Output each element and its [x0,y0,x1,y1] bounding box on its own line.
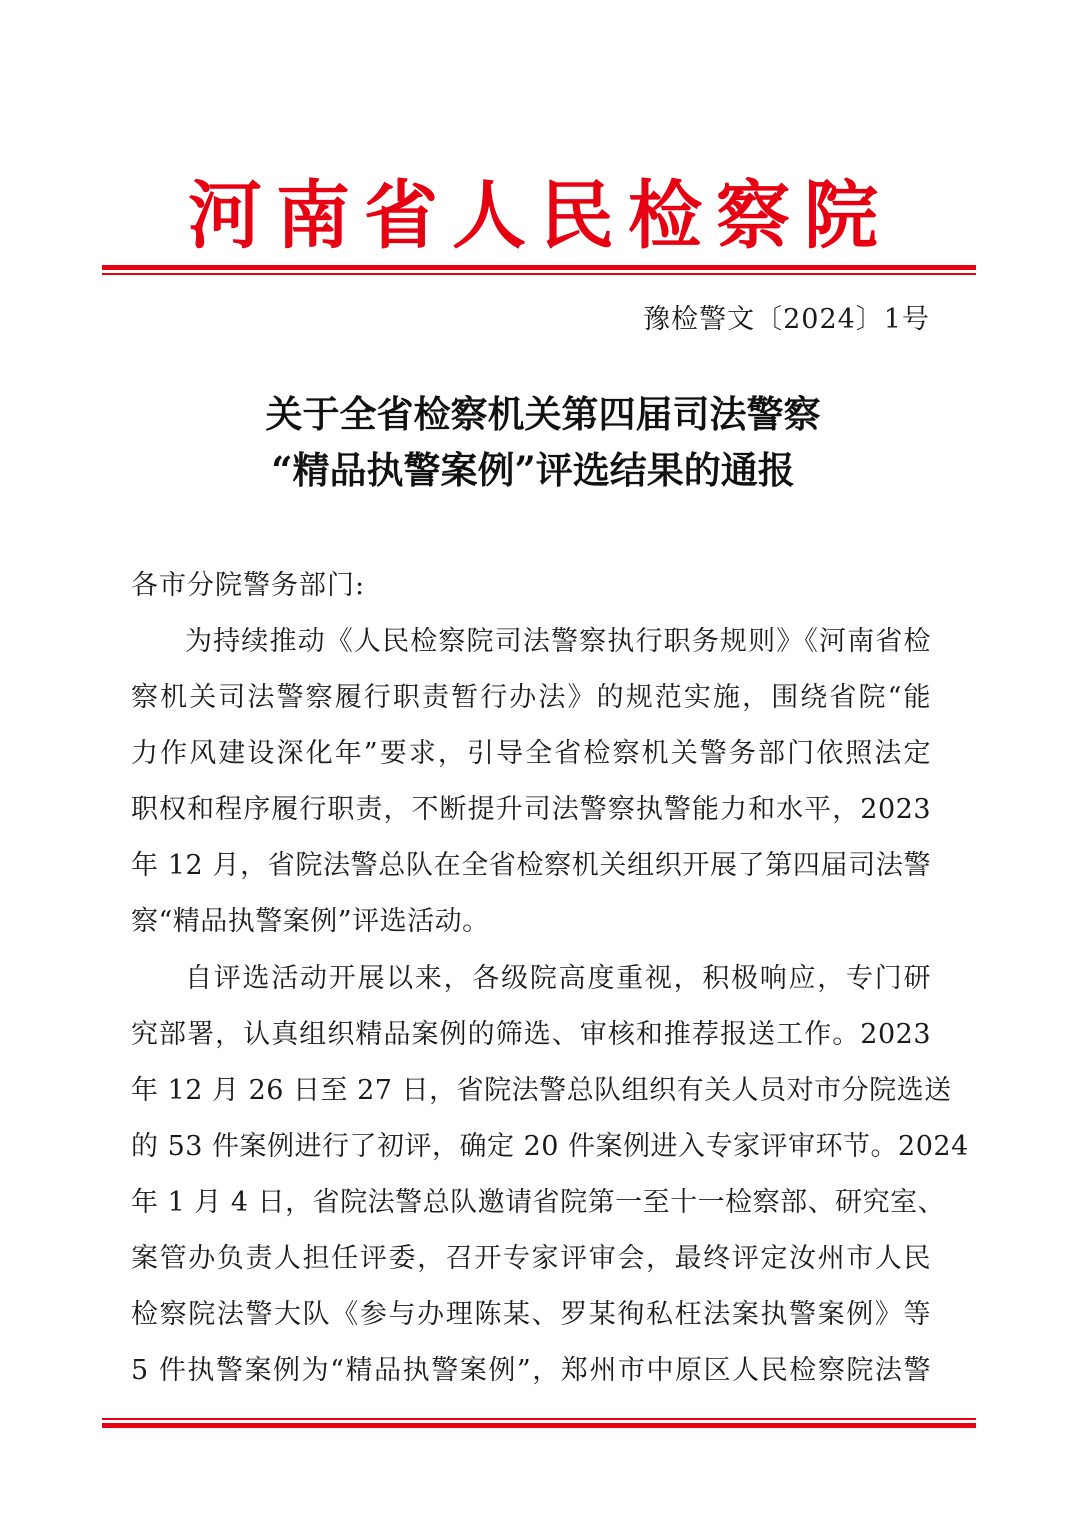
paragraph-2-line-3: 年 12 月 26 日至 27 日，省院法警总队组织有关人员对市分院选送 [131,1075,952,1106]
paragraph-2-line-5: 年 1 月 4 日，省院法警总队邀请省院第一至十一检察部、研究室、 [131,1187,946,1218]
footer-rule-thick [102,1423,976,1428]
paragraph-2-line-1: 自评选活动开展以来，各级院高度重视，积极响应，专门研 [185,963,931,994]
paragraph-1-line-3: 力作风建设深化年”要求，引导全省检察机关警务部门依照法定 [131,738,931,769]
paragraph-2-line-2: 究部署，认真组织精品案例的筛选、审核和推荐报送工作。2023 [131,1019,931,1050]
document-number: 豫检警文〔2024〕1号 [643,304,930,335]
header-rule-thin [102,273,976,275]
header-rule-thick [102,265,976,270]
paragraph-2-line-6: 案管办负责人担任评委，召开专家评审会，最终评定汝州市人民 [131,1243,931,1274]
document-title-line-2: “精品执警案例”评选结果的通报 [271,448,795,492]
paragraph-2-line-4: 的 53 件案例进行了初评，确定 20 件案例进入专家评审环节。2024 [131,1131,969,1162]
paragraph-2-line-8: 5 件执警案例为“精品执警案例”，郑州市中原区人民检察院法警 [131,1355,931,1386]
organization-header: 河南省人民检察院 [188,173,892,259]
paragraph-1-line-4: 职权和程序履行职责，不断提升司法警察执警能力和水平，2023 [131,794,931,825]
footer-rule-thin [102,1418,976,1420]
document-title-line-1: 关于全省检察机关第四届司法警察 [265,392,821,436]
salutation: 各市分院警务部门: [131,570,366,601]
paragraph-1-line-6: 察“精品执警案例”评选活动。 [131,906,490,937]
paragraph-1-line-1: 为持续推动《人民检察院司法警察执行职务规则》《河南省检 [185,626,931,657]
paragraph-1-line-5: 年 12 月，省院法警总队在全省检察机关组织开展了第四届司法警 [131,850,931,881]
paragraph-1-line-2: 察机关司法警察履行职责暂行办法》的规范实施，围绕省院“能 [131,682,931,713]
paragraph-2-line-7: 检察院法警大队《参与办理陈某、罗某徇私枉法案执警案例》等 [131,1299,931,1330]
